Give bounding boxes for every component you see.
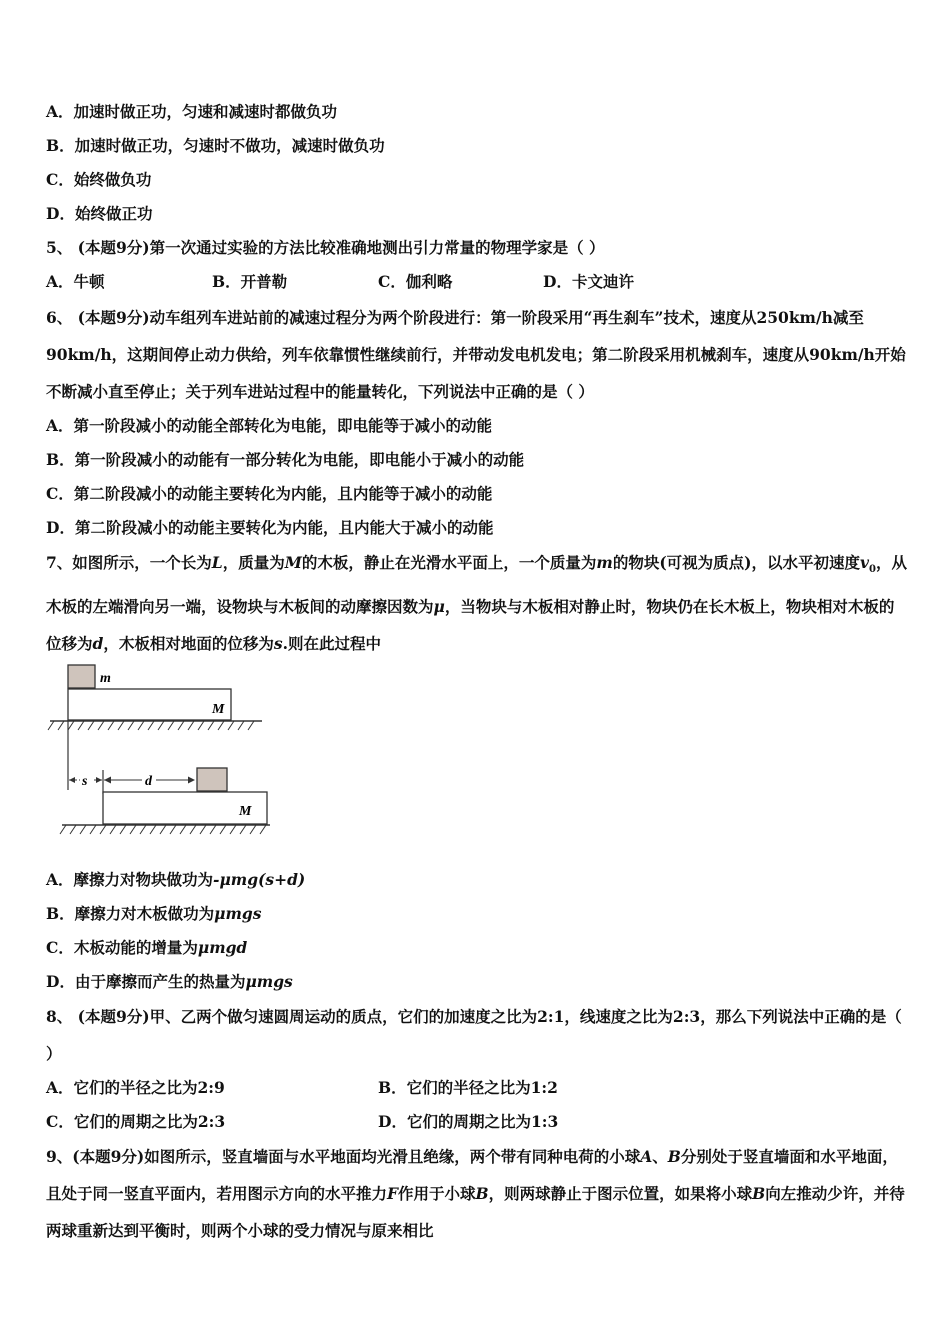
q5-option-c: C．伽利略	[378, 272, 453, 291]
label-m: m	[100, 671, 111, 686]
q4-option-a: A．加速时做正功，匀速和减速时都做负功	[46, 102, 338, 121]
q6-option-b: B．第一阶段减小的动能有一部分转化为电能，即电能小于减小的动能	[46, 450, 525, 469]
q5-option-a: A．牛顿	[46, 272, 105, 291]
q7-option-b: B．摩擦力对木板做功为μmgs	[46, 904, 262, 923]
q8-option-d: D．它们的周期之比为1:3	[378, 1112, 559, 1131]
q5-option-d: D．卡文迪许	[543, 272, 634, 291]
q8-option-a: A．它们的半径之比为2:9	[46, 1078, 225, 1097]
q6-stem: 6、 (本题9分)动车组列车进站前的减速过程分为两个阶段进行：第一阶段采用“再生刹车”技术，速度从250km/h减至90km/h，这期间停止动力供给，列车依靠惯性继续前行，并带动发电机发电；第二阶段采用机械刹车，速度从90km/h开始不断减小直至停止；关于列车进站过程中的能量转化，下列说法中正确的是（ ）	[46, 308, 906, 401]
q4-option-c: C．始终做负功	[46, 170, 152, 189]
q4-option-b: B．加速时做正功，匀速时不做功，减速时做负功	[46, 136, 385, 155]
q4-option-d: D．始终做正功	[46, 204, 153, 223]
q7-option-a: A．摩擦力对物块做功为-μmg(s+d)	[46, 870, 306, 889]
q5-stem: 5、 (本题9分)第一次通过实验的方法比较准确地测出引力常量的物理学家是（ ）	[46, 238, 605, 257]
board-top	[68, 689, 231, 720]
q7-stem: 7、如图所示，一个长为L，质量为M的木板，静止在光滑水平面上，一个质量为m的物块(可视为质点)，以水平初速度$v_0$，从木板的左端滑向另一端，设物块与木板间的动摩擦因数为μ，当物块与木板相对静止时，物块仍在长木板上，物块相对木板的位移为d，木板相对地面的位移为s.则在此过程中	[46, 553, 907, 654]
q7-option-c: C．木板动能的增量为μmgd	[46, 938, 248, 957]
q8-stem: 8、 (本题9分)甲、乙两个做匀速圆周运动的质点，它们的加速度之比为2:1，线速度之比为2:3，那么下列说法中正确的是（ ）	[46, 1007, 902, 1063]
label-M-top: M	[212, 702, 225, 717]
q8-option-c: C．它们的周期之比为2:3	[46, 1112, 226, 1131]
q6-option-c: C．第二阶段减小的动能主要转化为内能，且内能等于减小的动能	[46, 484, 493, 503]
q9-stem: 9、(本题9分)如图所示，竖直墙面与水平地面均光滑且绝缘，两个带有同种电荷的小球A、B分别处于竖直墙面和水平地面，且处于同一竖直平面内，若用图示方向的水平推力F作用于小球B，则两球静止于图示位置，如果将小球B向左推动少许，并待两球重新达到平衡时，则两个小球的受力情况与原来相比	[46, 1147, 905, 1240]
label-s: s	[82, 774, 88, 789]
block-m-top	[68, 665, 95, 688]
label-d: d	[145, 774, 152, 789]
q6-option-d: D．第二阶段减小的动能主要转化为内能，且内能大于减小的动能	[46, 518, 494, 537]
label-M-bottom: M	[239, 804, 252, 819]
q5-option-b: B．开普勒	[212, 272, 288, 291]
q7-option-d: D．由于摩擦而产生的热量为μmgs	[46, 972, 293, 991]
q8-option-b: B．它们的半径之比为1:2	[378, 1078, 558, 1097]
block-m-bottom	[197, 768, 227, 791]
q7-figure-board-block	[42, 660, 282, 845]
q6-option-a: A．第一阶段减小的动能全部转化为电能，即电能等于减小的动能	[46, 416, 493, 435]
